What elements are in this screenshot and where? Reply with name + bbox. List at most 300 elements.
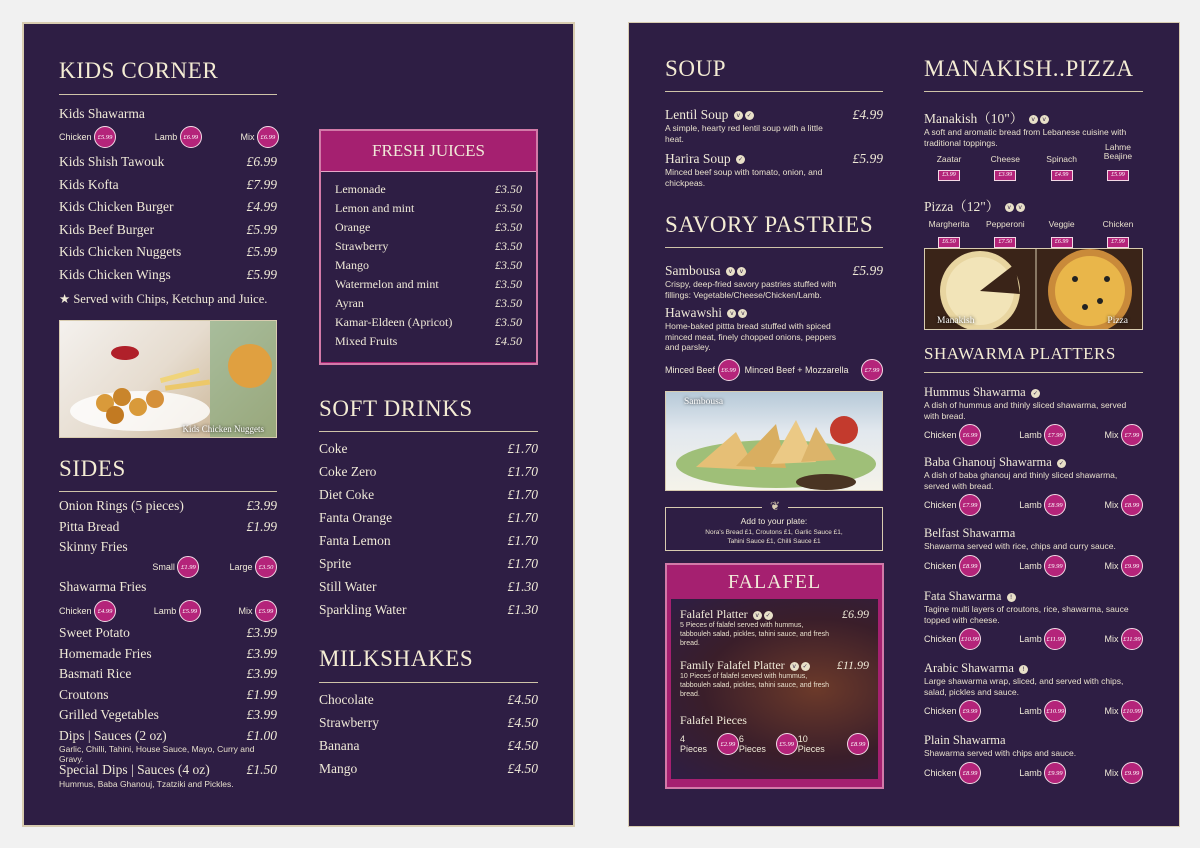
option (924, 153, 974, 181)
item-price: £3.99 (246, 625, 277, 640)
item-label: Grilled Vegetables (59, 707, 159, 722)
addon-title: Add to your plate: (740, 516, 808, 526)
item-label: Hummus Shawarma (924, 385, 1026, 399)
vegan-icon: ✓ (765, 611, 771, 619)
item-label: Mix (1104, 430, 1119, 440)
item-label: Kamar-Eldeen (Apricot) (335, 315, 453, 329)
item-label: Shawarma Fries (59, 579, 147, 594)
item-description: 5 Pieces of falafel served with hummus, tabbouleh salad, pickles, tahini sauce, and fresh bread. (680, 622, 830, 647)
item-price: £1.00 (246, 727, 277, 743)
list-item (319, 692, 538, 715)
vegetarian-icon: v (738, 309, 747, 318)
kids-note: ★ Served with Chips, Ketchup and Juice. (59, 292, 268, 306)
item-label: Lamb (1019, 561, 1042, 571)
price-badge: £4.99 (1051, 170, 1073, 181)
platter-options (924, 424, 1143, 446)
item-price: £11.99 (836, 658, 869, 672)
price-badge: £11.99 (1044, 628, 1066, 650)
item-label: Fata Shawarma (924, 589, 1002, 603)
item-label: Still Water (319, 579, 377, 594)
price-badge: £7.50 (994, 237, 1016, 248)
item-label: Mix (1104, 634, 1119, 644)
vegan-icon: ✓ (1058, 459, 1064, 467)
item-label: Lamb (1019, 706, 1042, 716)
item-label: Kids Kofta (59, 176, 119, 192)
option (980, 219, 1030, 248)
item-label: Coke (319, 441, 348, 456)
item-label: Fanta Lemon (319, 533, 391, 548)
item-label: Mix (240, 132, 255, 142)
list-item (59, 625, 277, 646)
list-item (924, 589, 1143, 661)
item-price: £3.50 (495, 239, 522, 253)
option (240, 126, 279, 148)
item-price: £7.99 (246, 176, 277, 192)
item-label: Sparkling Water (319, 602, 407, 617)
item-label: Lamb (1019, 768, 1042, 778)
shawarma-fries-options (59, 597, 277, 625)
list-item (924, 385, 1143, 455)
divider (59, 491, 277, 492)
divider (665, 247, 883, 248)
option (1093, 219, 1143, 248)
option (980, 153, 1030, 181)
soft-drinks-list (319, 441, 538, 625)
list-item (319, 556, 538, 579)
option (1037, 153, 1087, 181)
price-badge: £6.99 (959, 424, 981, 446)
item-description: Crispy, deep-fried savory pastries stuffed with fillings: Vegetable/Cheese/Chicken/Lamb. (665, 279, 837, 300)
item-price: £1.70 (507, 510, 538, 525)
item-price: £1.70 (507, 556, 538, 571)
item-label: Pizza（12"） (924, 199, 1000, 214)
price-badge: £9.99 (1121, 762, 1143, 784)
item-label: Mango (319, 761, 358, 776)
platter-options (924, 555, 1143, 577)
item-label: 4 Pieces (680, 734, 708, 754)
item-price: £3.99 (246, 498, 277, 513)
option (1093, 143, 1143, 181)
item-price: £4.50 (495, 334, 522, 348)
item-label: Croutons (59, 686, 109, 702)
list-item (335, 201, 522, 220)
item-label: Belfast Shawarma (924, 526, 1016, 540)
item-label: Diet Coke (319, 487, 375, 502)
option (680, 733, 739, 755)
option (229, 556, 277, 578)
price-badge: £6.50 (938, 237, 960, 248)
list-item (59, 222, 277, 245)
item-label: Kids Beef Burger (59, 221, 154, 237)
vegetarian-icon: v (1005, 203, 1014, 212)
list-item (319, 510, 538, 533)
item-label: Banana (319, 738, 360, 753)
manakish-options (924, 142, 1143, 181)
item-description: A dish of baba ghanouj and thinly sliced shawarma, served with bread. (924, 470, 1118, 491)
item-description: Tagine multi layers of croutons, rice, shawarma, sauce topped with cheese. (924, 604, 1129, 625)
list-item (924, 107, 1143, 127)
price-badge: £5.99 (1107, 170, 1129, 181)
addon-box (665, 499, 883, 551)
sides-list (59, 498, 277, 789)
manakish-pizza-photo (924, 248, 1143, 330)
falafel-title: FALAFEL (727, 571, 822, 593)
option (238, 600, 277, 622)
list-item (319, 579, 538, 602)
list-item (335, 296, 522, 315)
list-item (665, 151, 883, 167)
option (154, 600, 201, 622)
item-label: Kids Chicken Nuggets (59, 244, 182, 259)
divider (59, 94, 277, 95)
item-price: £4.50 (507, 761, 538, 776)
juices-box (319, 129, 538, 365)
item-label: Lamb (1019, 430, 1042, 440)
item-price: £1.30 (507, 602, 538, 617)
price-badge: £4.99 (94, 600, 116, 622)
list-item (335, 258, 522, 277)
item-label: Cheese (990, 154, 1020, 164)
list-item (924, 733, 1143, 795)
item-price: £3.99 (246, 666, 277, 681)
option (798, 733, 869, 755)
soup-list (665, 107, 883, 188)
list-item (59, 666, 277, 687)
item-label: Strawberry (335, 239, 389, 253)
divider (924, 91, 1143, 92)
item-price: £5.99 (852, 151, 883, 166)
item-label: Lamb (154, 132, 178, 142)
price-badge: £6.99 (180, 126, 202, 148)
item-label: Strawberry (319, 715, 379, 730)
divider (319, 682, 538, 683)
price-badge: £7.99 (1044, 424, 1066, 446)
item-label: Lemonade (335, 182, 386, 196)
sides-title: SIDES (59, 456, 126, 481)
item-label: Lahme Beajine (1103, 142, 1133, 162)
item-price: £4.50 (507, 715, 538, 730)
photo-caption: Pizza (1107, 316, 1128, 326)
item-label: Kids Shish Tawouk (59, 154, 165, 169)
price-badge: £9.99 (959, 700, 981, 722)
vegetarian-icon: v (737, 267, 746, 276)
price-badge: £10.99 (1044, 700, 1066, 722)
item-price: £1.50 (246, 761, 277, 777)
item-price: £5.99 (246, 244, 277, 259)
item-label: Dips | Sauces (2 oz) (59, 727, 167, 743)
photo-caption: Sambousa (684, 397, 724, 407)
left-page (22, 22, 575, 827)
price-badge: £10.99 (959, 628, 981, 650)
item-label: Orange (335, 220, 371, 234)
item-label: Pepperoni (985, 219, 1025, 229)
price-badge: £5.99 (776, 733, 798, 755)
option (665, 359, 740, 381)
item-price: £4.50 (507, 738, 538, 753)
item-label: Spinach (1046, 154, 1078, 164)
list-item (335, 334, 522, 353)
item-price: £1.99 (246, 686, 277, 702)
list-item (319, 441, 538, 464)
list-item (59, 177, 277, 200)
item-price: £3.50 (495, 296, 522, 310)
list-item (59, 498, 277, 519)
list-item (335, 220, 522, 239)
list-item (335, 277, 522, 296)
price-badge: £8.99 (959, 762, 981, 784)
platter-options (924, 494, 1143, 516)
platter-options (924, 762, 1143, 784)
item-label: Coke Zero (319, 464, 377, 479)
item-label: Lamb (1019, 500, 1042, 510)
item-label: Basmati Rice (59, 666, 132, 681)
item-label: Lamb (153, 606, 177, 616)
list-item (680, 713, 869, 733)
kids-title: KIDS CORNER (59, 58, 219, 83)
platter-options (924, 700, 1143, 722)
list-item (335, 239, 522, 258)
item-price: £3.50 (495, 182, 522, 196)
item-label: Mix (1104, 706, 1119, 716)
item-price: £3.50 (495, 258, 522, 272)
vegan-icon: ✓ (802, 662, 808, 670)
vegetarian-icon: v (790, 662, 799, 671)
vegetarian-icon: v (1029, 115, 1038, 124)
item-price: £1.99 (246, 518, 277, 534)
item-description: Large shawarma wrap, sliced, and served with chips, salad, pickles and sauce. (924, 676, 1124, 697)
list-item (665, 263, 883, 279)
option (924, 219, 974, 248)
addon-text: Nora's Bread £1, Croutons £1, Garlic Sauce £1, Tahini Sauce £1, Chilli Sauce £1 (705, 529, 843, 546)
item-label: Chicken (59, 606, 92, 616)
item-label: Pitta Bread (59, 518, 120, 534)
price-badge: £8.99 (847, 733, 869, 755)
item-label: Mix (1104, 561, 1119, 571)
item-label: Chicken (924, 634, 957, 644)
price-badge: £3.50 (255, 556, 277, 578)
item-description: Minced beef soup with tomato, onion, and chickpeas. (665, 167, 823, 188)
item-label: 6 Pieces (738, 734, 766, 754)
option (59, 126, 116, 148)
list-item (59, 762, 277, 779)
item-label: Sprite (319, 556, 352, 571)
price-badge: £6.99 (718, 359, 740, 381)
list-item (59, 154, 277, 177)
divider (924, 372, 1143, 373)
item-label: Manakish（10"） (924, 111, 1024, 126)
item-price: £3.50 (495, 315, 522, 329)
item-price: £5.99 (246, 221, 277, 237)
item-price: £5.99 (852, 263, 883, 278)
item-label: Lemon and mint (335, 201, 415, 215)
hawawshi-options (665, 359, 883, 381)
price-badge: £9.99 (1121, 555, 1143, 577)
vegan-icon: ✓ (1032, 389, 1038, 397)
manakish-title: MANAKISH..PIZZA (924, 56, 1134, 81)
list-item (319, 738, 538, 761)
item-label: Mango (335, 258, 369, 272)
option (152, 556, 199, 578)
falafel-list (671, 599, 878, 779)
soup-title: SOUP (665, 56, 727, 81)
item-price: £4.99 (852, 107, 883, 122)
list-item (59, 687, 277, 708)
list-item (319, 533, 538, 556)
price-badge: £2.99 (717, 733, 739, 755)
item-price: £3.50 (495, 277, 522, 291)
juices-title: FRESH JUICES (321, 131, 536, 172)
item-label: Chicken (924, 500, 957, 510)
item-label: Mix (1104, 500, 1119, 510)
item-label: Family Falafel Platter (680, 658, 785, 672)
item-price: £6.99 (246, 154, 277, 169)
item-label: Sweet Potato (59, 625, 130, 640)
list-item (665, 107, 883, 123)
price-badge: £3.99 (938, 170, 960, 181)
kids-nuggets-photo (59, 320, 277, 438)
item-label: Hawawshi (665, 305, 722, 320)
vegetarian-icon: ! (1007, 593, 1016, 602)
option (155, 126, 202, 148)
item-label: Lentil Soup (665, 107, 729, 122)
right-page (628, 22, 1180, 827)
item-label: Chicken (924, 430, 957, 440)
manakish-section (924, 107, 1143, 248)
item-description: A dish of hummus and thinly sliced shawarma, served with bread. (924, 400, 1127, 421)
juices-list (321, 172, 536, 362)
divider (319, 431, 538, 432)
item-price: £3.99 (246, 707, 277, 722)
item-label: Skinny Fries (59, 539, 128, 554)
vegan-icon: ✓ (737, 156, 743, 164)
list-item (924, 526, 1143, 589)
item-label: Harira Soup (665, 151, 731, 166)
list-item (335, 315, 522, 334)
falafel-box (665, 563, 884, 789)
item-description: A soft and aromatic bread from Lebanese cuisine with traditional toppings. (924, 127, 1127, 148)
nuggets-illustration (60, 321, 277, 438)
option (745, 359, 883, 381)
item-label: Special Dips | Sauces (4 oz) (59, 761, 210, 777)
list-item (924, 661, 1143, 733)
price-badge: £6.99 (1051, 237, 1073, 248)
price-badge: £5.99 (255, 600, 277, 622)
list-item (335, 182, 522, 201)
option (1037, 219, 1087, 248)
vegetarian-icon: v (1040, 115, 1049, 124)
pastries-list (665, 263, 883, 381)
price-badge: £11.99 (1121, 628, 1143, 650)
item-label: Homemade Fries (59, 645, 152, 661)
item-label: Zaatar (936, 154, 962, 164)
list-item (319, 464, 538, 487)
item-description: 10 Pieces of falafel served with hummus, tabbouleh salad, pickles, tahini sauce, and fresh bread. (680, 673, 830, 698)
item-label: Small (152, 562, 175, 572)
item-price: £1.70 (507, 487, 538, 502)
item-label: Ayran (335, 296, 364, 310)
list-item (680, 607, 869, 622)
list-item (59, 244, 277, 267)
price-badge: £5.99 (179, 600, 201, 622)
platters-title: SHAWARMA PLATTERS (924, 344, 1116, 363)
item-price: £4.50 (507, 692, 538, 707)
item-label: Large (229, 562, 253, 572)
dips-note: Garlic, Chilli, Tahini, House Sauce, Mayo, Curry and Gravy. (59, 743, 255, 765)
item-price: £1.70 (507, 441, 538, 456)
item-label: Onion Rings (5 pieces) (59, 498, 184, 513)
vegetarian-icon: v (726, 267, 735, 276)
item-label: Falafel Pieces (680, 713, 747, 727)
photo-caption: Kids Chicken Nuggets (182, 424, 264, 434)
price-badge: £7.99 (861, 359, 883, 381)
soft-drinks-title: SOFT DRINKS (319, 396, 473, 421)
list-item (59, 539, 277, 555)
item-label: Chicken (924, 768, 957, 778)
kids-list (59, 154, 277, 307)
item-label: Plain Shawarma (924, 733, 1006, 747)
milkshakes-list (319, 692, 538, 784)
list-item (59, 199, 277, 222)
skinny-options (59, 555, 277, 579)
pizza-options (924, 219, 1143, 248)
item-label: Lamb (1019, 634, 1042, 644)
sambousa-photo (665, 391, 883, 491)
list-item (924, 195, 1143, 215)
item-label: 10 Pieces (797, 734, 825, 754)
list-item (319, 715, 538, 738)
kids-shawarma: Kids Shawarma (59, 106, 145, 121)
platter-options (924, 628, 1143, 650)
vegetarian-icon: ! (1019, 665, 1028, 674)
price-badge: £10.99 (1121, 700, 1143, 722)
item-description: Shawarma served with chips and sauce. (924, 748, 1077, 758)
price-badge: £8.99 (1121, 494, 1143, 516)
item-label: Minced Beef + Mozzarella (744, 365, 849, 375)
price-badge: £3.99 (994, 170, 1016, 181)
item-price: £6.99 (842, 607, 869, 621)
item-label: Chocolate (319, 692, 374, 707)
item-price: £3.50 (495, 201, 522, 215)
divider (665, 91, 883, 92)
item-label: Mix (238, 606, 253, 616)
item-price: £3.50 (495, 220, 522, 234)
pastries-title: SAVORY PASTRIES (665, 212, 874, 237)
item-label: Chicken (924, 706, 957, 716)
item-label: Fanta Orange (319, 510, 393, 525)
platters-list (924, 385, 1143, 795)
item-description: Shawarma served with rice, chips and curry sauce. (924, 541, 1116, 551)
price-badge: £7.99 (959, 494, 981, 516)
ornament-icon: ❦ (762, 499, 788, 514)
item-price: £4.99 (246, 199, 277, 214)
list-item (59, 579, 277, 597)
list-item (319, 487, 538, 510)
falafel-pieces-options (680, 733, 869, 755)
item-label: Mixed Fruits (335, 334, 398, 348)
item-label: Falafel Platter (680, 607, 748, 621)
list-item (319, 761, 538, 784)
vegetarian-icon: v (1016, 203, 1025, 212)
price-badge: £8.99 (1044, 494, 1066, 516)
option (59, 600, 116, 622)
item-label: Veggie (1048, 219, 1075, 229)
list-item (59, 646, 277, 667)
price-badge: £9.99 (1044, 762, 1066, 784)
list-item (59, 267, 277, 290)
item-label: Arabic Shawarma (924, 661, 1014, 675)
special-dips-note: Hummus, Baba Ghanouj, Tzatziki and Pickles. (59, 778, 234, 789)
vegetarian-icon: v (753, 611, 762, 620)
